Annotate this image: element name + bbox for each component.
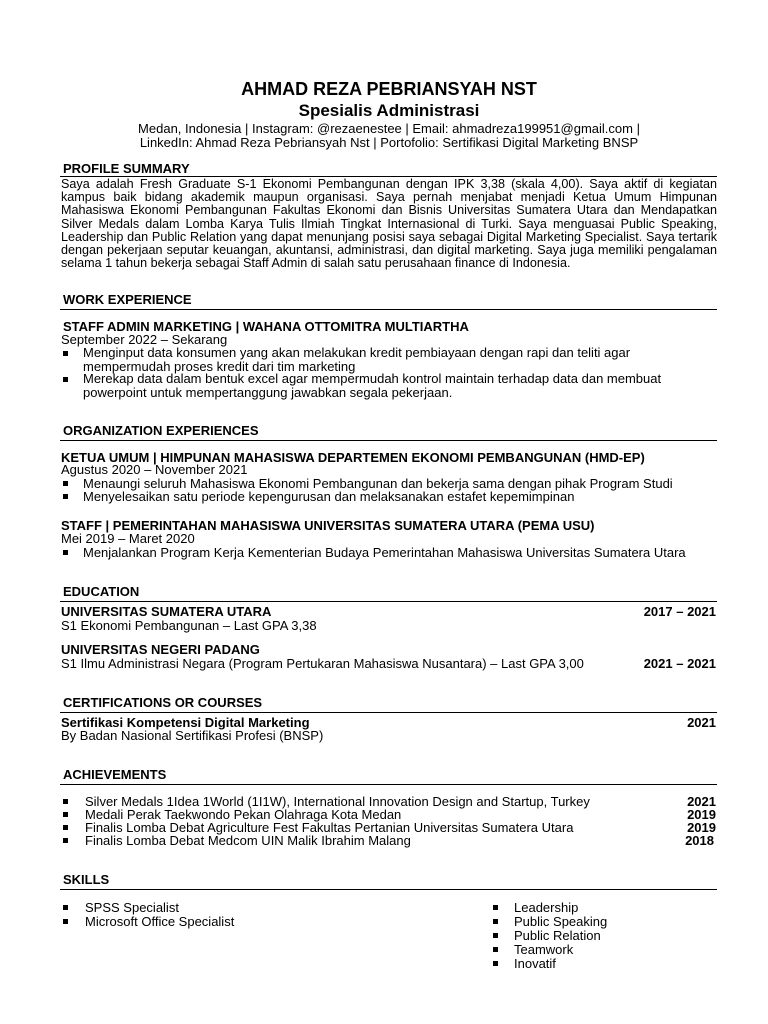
org-role: STAFF | PEMERINTAHAN MAHASISWA UNIVERSITAS SUMATERA UTARA (PEMA USU) [61,518,595,533]
resume-name: AHMAD REZA PEBRIANSYAH NST [241,79,537,99]
bullet-icon [493,905,498,910]
achievement-item: Medali Perak Taekwondo Pekan Olahraga Kota Medan [85,807,402,822]
bullet-icon [63,825,68,830]
bullet-icon [493,933,498,938]
org-role: KETUA UMUM | HIMPUNAN MAHASISWA DEPARTEMEN EKONOMI PEMBANGUNAN (HMD-EP) [61,450,645,465]
bullet-icon [493,919,498,924]
bullet-icon [63,812,68,817]
skill-item: Inovatif [514,956,556,971]
skill-item: SPSS Specialist [85,900,179,915]
skill-item: Public Speaking [514,914,608,929]
bullet-icon [63,550,68,555]
section-divider [60,712,717,713]
education-years: 2017 – 2021 [643,604,716,619]
achievement-year: 2021 [687,794,716,809]
section-title-profile: PROFILE SUMMARY [63,161,190,176]
degree: S1 Ekonomi Pembangunan – Last GPA 3,38 [61,618,317,633]
section-title-organization: ORGANIZATION EXPERIENCES [63,423,259,438]
profile-summary-text: Saya adalah Fresh Graduate S-1 Ekonomi Pembangunan dengan IPK 3,38 (skala 4,00). Saya aktif di kegiatan kampus baik bidang akademik maupun organisasi. Saya pernah menjabat menjadi Ketua Umum Himpunan Mahasiswa Ekonomi Pembangunan Fakultas Ekonomi dan Bisnis Universitas Sumatera Utara dan Mendapatkan Silver Medals dalam Lomba Karya Tulis Ilmiah Tingkat Internasional di Turki. Saya menguasai Public Speaking, Leadership dan Public Relation yang dapat menunjang posisi saya sebagai Digital Marketing Specialist. Saya tertarik dengan pekerjaan seputar keuangan, akuntansi, administrasi, dan digital marketing. Saya juga memiliki pengalaman selama 1 tahun bekerja sebagai Staff Admin di salah satu perusahaan finance di Indonesia. [61,177,717,271]
school-name: UNIVERSITAS SUMATERA UTARA [61,604,272,619]
job-bullet: Menginput data konsumen yang akan melakukan kredit pembiayaan dengan rapi dan teliti agar mempermudah proses kredit dari tim marketing [83,345,631,374]
bullet-icon [63,377,68,382]
section-title-skills: SKILLS [63,872,110,887]
org-bullet: Menjalankan Program Kerja Kementerian Budaya Pemerintahan Mahasiswa Universitas Sumatera Utara [83,545,686,560]
org-period: Mei 2019 – Maret 2020 [61,531,195,546]
org-bullet: Menyelesaikan satu periode kepengurusan dan melaksanakan estafet kepemimpinan [83,489,575,504]
skill-item: Teamwork [514,942,574,957]
skill-item: Public Relation [514,928,601,943]
section-divider [60,440,717,441]
job-period: September 2022 – Sekarang [61,332,228,347]
certification-year: 2021 [687,715,716,730]
org-period: Agustus 2020 – November 2021 [61,462,248,477]
resume-role: Spesialis Administrasi [298,101,480,120]
skill-item: Leadership [514,900,579,915]
section-title-work: WORK EXPERIENCE [63,292,192,307]
achievement-item: Finalis Lomba Debat Medcom UIN Malik Ibrahim Malang [85,833,411,848]
bullet-icon [63,494,68,499]
achievement-year: 2019 [687,820,716,835]
section-divider [60,309,717,310]
contact-line-2: LinkedIn: Ahmad Reza Pebriansyah Nst | Portofolio: Sertifikasi Digital Marketing BNSP [139,135,639,150]
certification-issuer: By Badan Nasional Sertifikasi Profesi (BNSP) [61,728,324,743]
skill-item: Microsoft Office Specialist [85,914,235,929]
job-title: STAFF ADMIN MARKETING | WAHANA OTTOMITRA MULTIARTHA [63,319,469,334]
certification-name: Sertifikasi Kompetensi Digital Marketing [61,715,310,730]
achievement-year: 2019 [687,807,716,822]
section-title-achievements: ACHIEVEMENTS [63,767,167,782]
section-divider [60,601,717,602]
degree: S1 Ilmu Administrasi Negara (Program Pertukaran Mahasiswa Nusantara) – Last GPA 3,00 [61,656,584,671]
achievement-year: 2018 [685,833,714,848]
section-divider [60,889,717,890]
bullet-icon [63,351,68,356]
section-divider [60,784,717,785]
achievement-item: Finalis Lomba Debat Agriculture Fest Fakultas Pertanian Universitas Sumatera Utara [85,820,574,835]
bullet-icon [493,961,498,966]
education-years: 2021 – 2021 [643,656,716,671]
achievement-item: Silver Medals 1Idea 1World (1I1W), International Innovation Design and Startup, Turkey [85,794,590,809]
org-bullet: Menaungi seluruh Mahasiswa Ekonomi Pembangunan dan bekerja sama dengan pihak Program Studi [83,476,673,491]
bullet-icon [63,919,68,924]
school-name: UNIVERSITAS NEGERI PADANG [61,642,260,657]
section-title-certifications: CERTIFICATIONS OR COURSES [63,695,263,710]
bullet-icon [63,481,68,486]
bullet-icon [63,838,68,843]
bullet-icon [63,905,68,910]
bullet-icon [493,947,498,952]
section-title-education: EDUCATION [63,584,140,599]
contact-line-1: Medan, Indonesia | Instagram: @rezaenestee | Email: ahmadreza199951@gmail.com | [138,121,640,136]
job-bullet: Merekap data dalam bentuk excel agar mempermudah kontrol maintain terhadap data dan membuat powerpoint untuk mempertanggung jawabkan segala pekerjaan. [83,371,662,400]
bullet-icon [63,799,68,804]
